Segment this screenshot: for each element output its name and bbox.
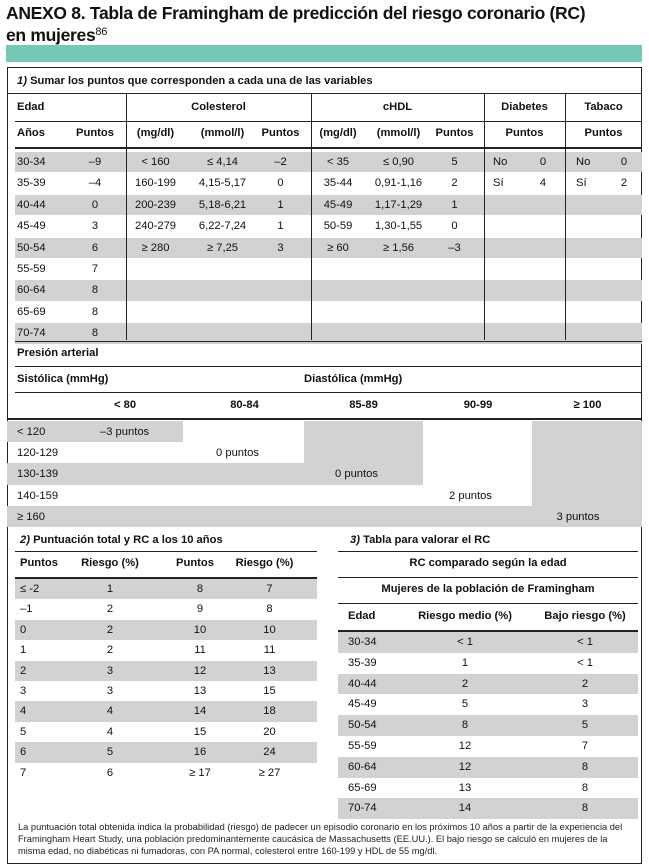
colesterol-mmol-cell: 4,15-5,17 (198, 177, 247, 190)
edad-cell: 70-74 (17, 327, 46, 340)
chdl-mmol-cell: 1,17-1,29 (374, 198, 423, 211)
section3-subtitle: RC comparado según la edad (409, 557, 567, 569)
header-mgdl: (mg/dl) (136, 127, 175, 139)
pa-col-header: ≥ 100 (573, 399, 602, 411)
section2-puntos-cell: 13 (193, 685, 207, 697)
header-puntos: Puntos (584, 127, 623, 139)
edad-cell: 45-49 (17, 220, 46, 233)
pa-value: –3 puntos (100, 426, 150, 438)
section2-puntos-cell: 11 (194, 644, 206, 657)
chdl-mgdl-cell: 50-59 (323, 220, 353, 233)
header-diabetes: Diabetes (501, 101, 548, 113)
edad-cell: 50-54 (17, 241, 46, 254)
pa-title: Presión arterial (17, 347, 99, 359)
diabetes-cell: Sí (493, 177, 504, 190)
section2-puntos-cell: –1 (20, 603, 33, 616)
section3-edad-cell: 30-34 (348, 636, 377, 648)
section3-edad-cell: 45-49 (348, 698, 377, 711)
section2-puntos-cell: 9 (196, 603, 204, 616)
section2-puntos-cell: 15 (193, 725, 207, 738)
pa-row-label: 120-129 (17, 447, 59, 460)
tabaco-puntos-cell: 2 (620, 177, 628, 190)
section3-riesgo-medio-cell: 8 (461, 719, 469, 732)
section3-edad-cell: 55-59 (348, 740, 377, 752)
section2-puntos-cell: ≤ -2 (20, 583, 40, 595)
section1-title: Sumar los puntos que corresponden a cada una de las variables (30, 75, 373, 87)
edad-puntos-cell: 8 (91, 284, 99, 297)
pa-col-header: 90-99 (463, 399, 493, 411)
section2-puntos-cell: ≥ 17 (189, 766, 211, 779)
title-accent-bar (6, 45, 642, 62)
section2-puntos-cell: 10 (193, 623, 207, 636)
page-title (6, 4, 585, 45)
section1-number: 1) (17, 75, 27, 87)
diabetes-puntos-cell: 0 (539, 156, 547, 168)
colesterol-mmol-cell: ≥ 7,25 (206, 241, 239, 254)
section2-header: Puntos (20, 557, 58, 569)
section2-puntos-cell: 1 (20, 644, 27, 657)
chdl-mgdl-cell: 45-49 (323, 198, 353, 211)
section2-riesgo-cell: 4 (106, 725, 114, 738)
section3-bajo-riesgo-cell: 5 (581, 719, 589, 732)
divider (15, 341, 642, 342)
section2-header: Riesgo (%) (235, 557, 294, 569)
section3-riesgo-medio-cell: 14 (458, 802, 472, 815)
chdl-mmol-cell: 1,30-1,55 (374, 220, 423, 233)
colesterol-mgdl-cell: 240-279 (134, 220, 177, 233)
header-puntos: Puntos (505, 127, 544, 139)
divider (15, 392, 642, 393)
section2-riesgo-cell: 10 (263, 623, 276, 636)
section2-puntos-cell: 6 (20, 746, 27, 759)
section3-edad-cell: 40-44 (348, 677, 377, 690)
section3-bajo-riesgo-cell: < 1 (577, 656, 593, 669)
header-mmoll: (mmol/l) (200, 127, 245, 139)
section2-riesgo-cell: 7 (266, 583, 273, 595)
edad-cell: 60-64 (17, 284, 46, 297)
header-chdl: cHDL (382, 101, 413, 113)
section3-bajo-riesgo-cell: 8 (581, 781, 589, 794)
divider (15, 551, 317, 552)
edad-puntos-cell: 6 (91, 241, 99, 254)
column-divider (565, 93, 566, 340)
edad-cell: 35-39 (17, 177, 46, 190)
edad-puntos-cell: 8 (91, 305, 99, 318)
colesterol-puntos-cell: 0 (277, 177, 284, 190)
section2-riesgo-cell: 1 (106, 583, 114, 595)
edad-cell: 40-44 (17, 198, 46, 211)
footnote: La puntuación total obtenida indica la probabilidad (riesgo) de padecer un episodio coronario en los próximos 10 años a partir de la experiencia del Framingham Heart Study, una población predominantemente caucásica de Massachusetts (EE.UU.). El bajo riesgo se calculó en mujeres de la misma edad, no diabéticas ni fumadoras, con PA normal, colesterol entre 160-199 y HDL de 55 mg/dl. (18, 822, 623, 857)
colesterol-mmol-cell: ≤ 4,14 (206, 156, 239, 168)
pa-sistolica: Sistólica (mmHg) (17, 373, 109, 385)
chdl-mmol-cell: ≤ 0,90 (382, 156, 415, 168)
header-puntos: Puntos (261, 127, 300, 139)
section2-riesgo-cell: 3 (106, 685, 114, 697)
pa-value: 0 puntos (335, 468, 378, 481)
section3-riesgo-medio-cell: 5 (461, 698, 469, 711)
section2-puntos-cell: 4 (20, 705, 27, 718)
pa-row-label: ≥ 160 (17, 510, 45, 523)
section2-riesgo-cell: 15 (263, 685, 276, 697)
section2-puntos-cell: 16 (193, 746, 207, 759)
section2-puntos-cell: 0 (20, 623, 27, 636)
pa-col-header: < 80 (113, 399, 137, 411)
section2-riesgo-cell: 2 (106, 623, 114, 636)
section3-edad-cell: 65-69 (348, 781, 377, 794)
edad-puntos-cell: 7 (91, 263, 99, 275)
section3-title: Tabla para valorar el RC (363, 534, 491, 546)
column-divider (126, 93, 127, 340)
section2-riesgo-cell: 11 (263, 644, 276, 657)
edad-puntos-cell: –9 (88, 156, 102, 168)
tabaco-cell: No (576, 156, 591, 168)
section2-riesgo-cell: 13 (263, 664, 276, 677)
colesterol-mmol-cell: 6,22-7,24 (198, 220, 247, 233)
section3-header: Bajo riesgo (%) (544, 610, 626, 622)
colesterol-mgdl-cell: 160-199 (134, 177, 177, 190)
chdl-puntos-cell: 0 (451, 220, 458, 233)
section2-riesgo-cell: 5 (106, 746, 114, 759)
pa-diastolica: Diastólica (mmHg) (304, 373, 403, 385)
header-colesterol: Colesterol (191, 101, 246, 113)
section3-riesgo-medio-cell: 1 (461, 656, 469, 669)
divider (338, 551, 638, 552)
chdl-puntos-cell: –3 (448, 241, 461, 254)
divider (338, 603, 638, 604)
section2-puntos-cell: 8 (196, 583, 204, 595)
section3-bajo-riesgo-cell: 3 (581, 698, 589, 711)
chdl-puntos-cell: 5 (451, 156, 458, 168)
colesterol-mmol-cell: 5,18-6,21 (198, 198, 247, 211)
section2-puntos-cell: 5 (20, 725, 27, 738)
section3-header: Edad (348, 610, 376, 622)
section3-heading (350, 534, 490, 547)
section2-puntos-cell: 12 (193, 664, 207, 677)
divider (7, 418, 642, 420)
section2-riesgo-cell: 24 (263, 746, 276, 759)
column-divider (311, 93, 312, 340)
section2-heading (20, 534, 223, 547)
pa-row-label: 140-159 (17, 489, 59, 502)
section2-riesgo-cell: 4 (106, 705, 114, 718)
title-line-1: ANEXO 8. Tabla de Framingham de predicción del riesgo coronario (RC) (6, 3, 586, 23)
chdl-mmol-cell: ≥ 1,56 (382, 241, 415, 254)
colesterol-puntos-cell: 1 (277, 220, 284, 233)
section3-edad-cell: 70-74 (348, 802, 377, 815)
edad-puntos-cell: 3 (91, 220, 99, 233)
divider (338, 577, 638, 578)
section2-puntos-cell: 7 (20, 766, 27, 779)
section3-header: Riesgo medio (%) (418, 610, 512, 622)
pa-value: 3 puntos (556, 510, 600, 523)
section3-bajo-riesgo-cell: 8 (581, 802, 589, 815)
section3-riesgo-medio-cell: 12 (458, 740, 472, 752)
diabetes-cell: No (493, 156, 508, 168)
header-mmoll: (mmol/l) (376, 127, 421, 139)
column-divider (484, 93, 485, 340)
section3-bajo-riesgo-cell: < 1 (577, 636, 593, 648)
pa-row-label: 130-139 (17, 468, 59, 481)
chdl-puntos-cell: 2 (451, 177, 458, 190)
section2-riesgo-cell: 2 (106, 603, 114, 616)
edad-puntos-cell: –4 (88, 177, 102, 190)
section3-edad-cell: 50-54 (348, 719, 377, 732)
section2-puntos-cell: 3 (20, 685, 27, 697)
pa-row-label: < 120 (17, 426, 46, 438)
tabaco-cell: Sí (576, 177, 587, 190)
section3-edad-cell: 35-39 (348, 656, 377, 669)
header-puntos: Puntos (435, 127, 474, 139)
pa-col-header: 80-84 (230, 399, 259, 411)
chdl-mgdl-cell: 35-44 (323, 177, 353, 190)
colesterol-puntos-cell: –2 (274, 156, 287, 168)
header-tabaco: Tabaco (584, 101, 623, 113)
divider (15, 147, 642, 149)
section3-subtitle: Mujeres de la población de Framingham (381, 583, 595, 595)
pa-value: 2 puntos (449, 489, 492, 502)
divider (7, 93, 642, 94)
section2-title: Puntuación total y RC a los 10 años (33, 534, 223, 546)
section2-riesgo-cell: 18 (263, 705, 276, 718)
title-line-2-text: en mujeres (6, 25, 96, 45)
edad-puntos-cell: 8 (91, 327, 99, 340)
section2-header: Riesgo (%) (81, 557, 139, 569)
section2-number: 2) (20, 534, 34, 546)
header-mgdl: (mg/dl) (319, 127, 357, 139)
pa-value: 0 puntos (216, 447, 259, 460)
section3-bajo-riesgo-cell: 8 (581, 760, 589, 773)
colesterol-mgdl-cell: 200-239 (134, 198, 177, 211)
section3-bajo-riesgo-cell: 7 (581, 740, 589, 752)
section3-number: 3) (350, 534, 364, 546)
section3-riesgo-medio-cell: 12 (458, 760, 472, 773)
chdl-mmol-cell: 0,91-1,16 (374, 177, 423, 190)
section2-riesgo-cell: 20 (263, 725, 276, 738)
edad-cell: 30-34 (17, 156, 46, 168)
section2-riesgo-cell: 2 (106, 644, 114, 657)
title-line-2 (6, 23, 585, 45)
chdl-mgdl-cell: < 35 (326, 156, 350, 168)
colesterol-puntos-cell: 3 (277, 241, 284, 254)
divider (15, 121, 127, 122)
section2-riesgo-cell: 8 (266, 603, 273, 616)
colesterol-mgdl-cell: < 160 (141, 156, 170, 168)
divider (15, 366, 642, 367)
title-reference: 86 (95, 26, 108, 38)
section3-riesgo-medio-cell: 2 (461, 677, 469, 690)
header-edad: Edad (17, 101, 45, 113)
section2-riesgo-cell: 3 (106, 664, 114, 677)
colesterol-puntos-cell: 1 (277, 198, 284, 211)
header-puntos: Puntos (76, 127, 114, 139)
section2-puntos-cell: 2 (20, 664, 27, 677)
section3-edad-cell: 60-64 (348, 760, 377, 773)
section2-riesgo-cell: ≥ 27 (258, 766, 281, 779)
section3-riesgo-medio-cell: 13 (458, 781, 472, 794)
section2-puntos-cell: 14 (193, 705, 207, 718)
pa-col-header: 85-89 (349, 399, 378, 411)
diabetes-puntos-cell: 4 (539, 177, 547, 190)
edad-puntos-cell: 0 (91, 198, 99, 211)
colesterol-mgdl-cell: ≥ 280 (141, 241, 170, 254)
section2-riesgo-cell: 6 (106, 766, 114, 779)
section3-riesgo-medio-cell: < 1 (457, 636, 473, 648)
edad-cell: 65-69 (17, 305, 46, 318)
chdl-puntos-cell: 1 (451, 198, 458, 211)
shaded-band (7, 506, 532, 527)
tabaco-puntos-cell: 0 (620, 156, 628, 168)
chdl-mgdl-cell: ≥ 60 (327, 241, 349, 254)
header-anos: Años (17, 127, 45, 139)
edad-cell: 55-59 (17, 263, 46, 275)
section3-bajo-riesgo-cell: 2 (581, 677, 589, 690)
section1-heading (17, 75, 373, 88)
section2-header: Puntos (176, 557, 214, 569)
